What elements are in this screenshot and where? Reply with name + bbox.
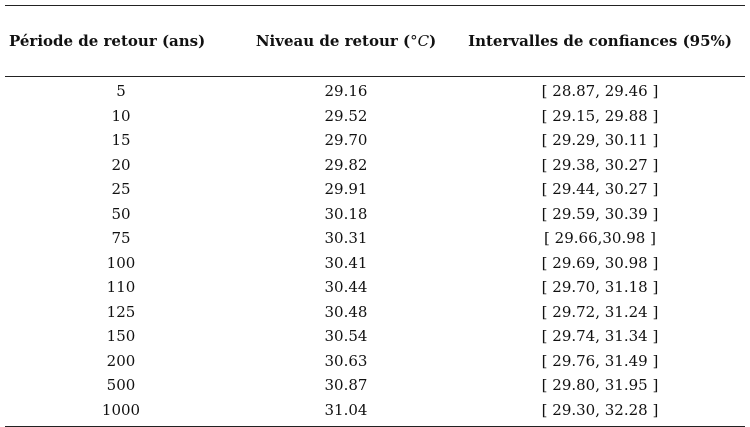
cell-return-level: 30.63 — [324, 351, 368, 370]
cell-confidence-interval: [ 29.29, 30.11 ] — [541, 131, 659, 150]
header-return-level — [237, 32, 455, 50]
cell-return-level: 30.18 — [324, 204, 368, 223]
cell-return-period: 75 — [111, 229, 131, 248]
table-body — [5, 77, 745, 426]
cell-return-period: 5 — [116, 82, 126, 101]
cell-return-period: 1000 — [101, 400, 141, 419]
cell-return-level: 29.16 — [324, 82, 368, 101]
cell-return-level: 30.44 — [324, 278, 368, 297]
table-row — [5, 300, 745, 325]
cell-return-level: 29.82 — [324, 155, 368, 174]
cell-return-level: 30.41 — [324, 253, 368, 272]
table-row — [5, 349, 745, 374]
cell-confidence-interval: [ 29.80, 31.95 ] — [541, 376, 659, 395]
table-row — [5, 177, 745, 202]
cell-return-period: 25 — [111, 180, 131, 199]
cell-return-level: 29.91 — [324, 180, 368, 199]
table-row — [5, 324, 745, 349]
header-return-level-suffix: ) — [429, 32, 437, 50]
cell-confidence-interval: [ 28.87, 29.46 ] — [541, 82, 659, 101]
cell-confidence-interval: [ 29.44, 30.27 ] — [541, 180, 659, 199]
cell-return-level: 31.04 — [324, 400, 368, 419]
cell-return-period: 110 — [106, 278, 136, 297]
cell-return-period: 100 — [106, 253, 136, 272]
cell-return-period: 150 — [106, 327, 136, 346]
cell-confidence-interval: [ 29.59, 30.39 ] — [541, 204, 659, 223]
cell-return-level: 30.31 — [324, 229, 368, 248]
header-return-period: Période de retour (ans) — [9, 32, 206, 50]
cell-return-period: 10 — [111, 106, 131, 125]
table-row — [5, 226, 745, 251]
cell-return-period: 125 — [106, 302, 136, 321]
header-confidence-interval: Intervalles de confiances (95%) — [468, 32, 732, 50]
cell-confidence-interval: [ 29.15, 29.88 ] — [541, 106, 659, 125]
cell-return-level: 30.48 — [324, 302, 368, 321]
table-row — [5, 202, 745, 227]
cell-confidence-interval: [ 29.72, 31.24 ] — [541, 302, 659, 321]
table-row — [5, 275, 745, 300]
cell-confidence-interval: [ 29.74, 31.34 ] — [541, 327, 659, 346]
header-return-level-unit: °C — [410, 32, 430, 50]
cell-confidence-interval: [ 29.76, 31.49 ] — [541, 351, 659, 370]
table-header-row — [5, 6, 745, 76]
table-row — [5, 104, 745, 129]
header-return-level-prefix: Niveau de retour ( — [255, 32, 411, 50]
cell-return-period: 20 — [111, 155, 131, 174]
table-row — [5, 128, 745, 153]
table-row — [5, 398, 745, 423]
cell-confidence-interval: [ 29.30, 32.28 ] — [541, 400, 659, 419]
cell-return-period: 15 — [111, 131, 131, 150]
cell-return-level: 29.70 — [324, 131, 368, 150]
table-row — [5, 373, 745, 398]
table-row — [5, 251, 745, 276]
cell-return-level: 30.87 — [324, 376, 368, 395]
cell-return-level: 29.52 — [324, 106, 368, 125]
cell-return-period: 200 — [106, 351, 136, 370]
cell-confidence-interval: [ 29.69, 30.98 ] — [541, 253, 659, 272]
cell-confidence-interval: [ 29.70, 31.18 ] — [541, 278, 659, 297]
table-row — [5, 153, 745, 178]
return-level-table — [5, 5, 745, 427]
cell-return-period: 50 — [111, 204, 131, 223]
cell-return-period: 500 — [106, 376, 136, 395]
cell-confidence-interval: [ 29.38, 30.27 ] — [541, 155, 659, 174]
cell-return-level: 30.54 — [324, 327, 368, 346]
table-row — [5, 79, 745, 104]
cell-confidence-interval: [ 29.66,30.98 ] — [544, 229, 656, 248]
